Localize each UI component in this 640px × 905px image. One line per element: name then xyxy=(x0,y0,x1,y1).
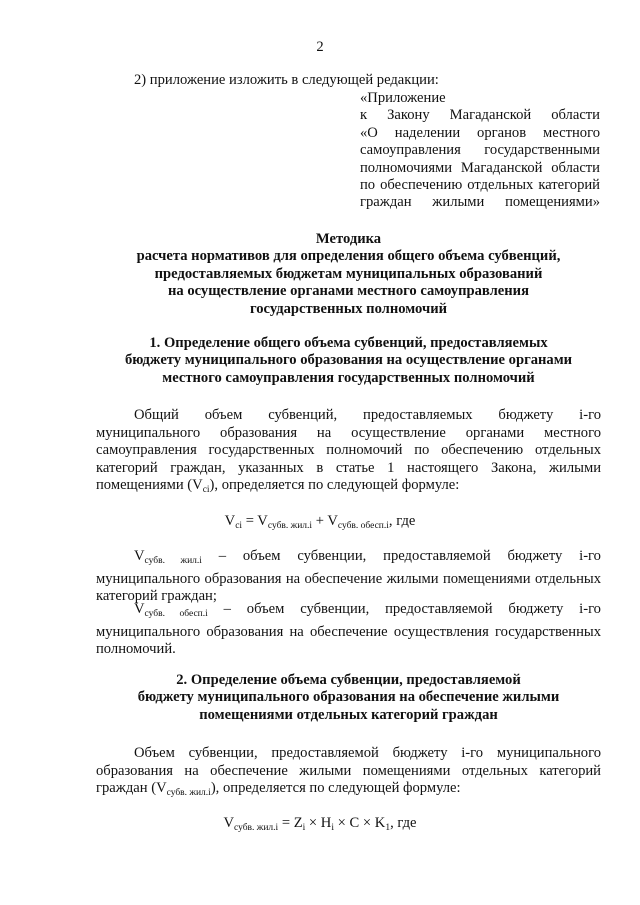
heading-line: местного самоуправления государственных полномочий xyxy=(162,369,535,386)
heading-line: 2. Определение объема субвенции, предоставляемой xyxy=(176,672,521,688)
section1-heading xyxy=(96,335,601,387)
heading-line: 1. Определение общего объема субвенций, предоставляемых xyxy=(149,335,548,351)
section2-paragraph xyxy=(96,745,601,803)
title-line: на осуществление органами местного самоуправления xyxy=(168,283,529,300)
heading-line: бюджету муниципального образования на обеспечение жилыми xyxy=(137,689,560,706)
definition-1 xyxy=(96,548,601,606)
paragraph-line xyxy=(96,780,601,803)
formula-text: , где xyxy=(390,815,417,831)
paragraph-line xyxy=(96,601,601,624)
paragraph-line: категорий граждан, указанных в статье 1 настоящего Закона, жилыми xyxy=(96,459,601,476)
subscript: i xyxy=(302,823,306,833)
paragraph-line: муниципального образования на осуществление органами местного xyxy=(96,424,601,441)
heading-line: помещениями отдельных категорий граждан xyxy=(199,706,498,723)
paragraph-line xyxy=(96,548,601,571)
annex-line: полномочиями Магаданской области xyxy=(360,159,600,176)
annex-block xyxy=(360,90,600,212)
heading-line: бюджету муниципального образования на осуществление органами xyxy=(124,352,573,369)
formula-housing xyxy=(0,815,640,838)
paragraph-line: Общий объем субвенций, предоставляемых бюджету i-го xyxy=(134,407,601,423)
formula-text: = V xyxy=(242,513,268,529)
text-run: ), определяется по следующей формуле: xyxy=(210,780,461,796)
title-line: Методика xyxy=(315,231,382,247)
paragraph-line: самоуправления государственных полномочий по обеспечению отдельных xyxy=(96,442,601,458)
formula-text: × C × K xyxy=(334,815,386,831)
subscript: ci xyxy=(202,485,210,495)
paragraph-line: Объем субвенции, предоставляемой бюджету i-го муниципального xyxy=(134,745,601,761)
section2-heading xyxy=(96,672,601,724)
formula-text: V xyxy=(134,548,145,564)
annex-line: граждан жилыми помещениями» xyxy=(360,194,600,211)
annex-line: «Приложение xyxy=(360,90,446,106)
subscript: 1 xyxy=(385,823,391,833)
text-run: – объем субвенции, предоставляемой бюджету i-го xyxy=(201,548,601,564)
formula-text: V xyxy=(134,601,145,617)
formula-text: × H xyxy=(305,815,332,831)
subscript: субв. жил.i xyxy=(144,556,202,566)
title-line: предоставляемых бюджетам муниципальных образований xyxy=(154,265,543,282)
title-line: расчета нормативов для определения общего объема субвенций, xyxy=(136,248,561,265)
text-run: – объем субвенции, предоставляемой бюджету i-го xyxy=(207,601,601,617)
paragraph-line xyxy=(96,477,601,500)
paragraph-line: муниципального образования на обеспечение жилыми помещениями отдельных xyxy=(96,570,601,587)
subscript: субв. жил.i xyxy=(267,521,313,531)
text-run: помещениями (V xyxy=(96,477,203,493)
intro-line: 2) приложение изложить в следующей редакции: xyxy=(134,72,439,88)
paragraph-line: образования на обеспечение жилыми помещениями отдельных категорий xyxy=(96,762,601,779)
subscript: субв. жил.i xyxy=(233,823,279,833)
formula-text: , где xyxy=(388,513,416,529)
annex-line: к Закону Магаданской области xyxy=(360,107,600,124)
section1-paragraph xyxy=(96,407,601,500)
text-run: граждан (V xyxy=(96,780,167,796)
subscript: i xyxy=(331,823,334,833)
subscript: субв. обесп.i xyxy=(337,521,389,531)
annex-line: по обеспечению отдельных категорий xyxy=(360,177,600,194)
paragraph-line: категорий граждан; xyxy=(96,588,217,604)
formula-text: V xyxy=(224,513,236,529)
paragraph-line: полномочий. xyxy=(96,641,176,657)
formula-text: + V xyxy=(312,513,338,529)
title-line: государственных полномочий xyxy=(249,300,448,317)
document-title xyxy=(96,231,601,318)
text-run: ), определяется по следующей формуле: xyxy=(209,477,460,493)
definition-2 xyxy=(96,601,601,659)
formula-total xyxy=(0,513,640,536)
subscript: субв. жил.i xyxy=(166,788,211,798)
formula-text: V xyxy=(223,815,234,831)
subscript: субв. обесп.i xyxy=(144,609,208,619)
subscript: ci xyxy=(235,521,243,531)
page-number: 2 xyxy=(316,39,324,55)
paragraph-line: муниципального образования на обеспечение осуществления государственных xyxy=(96,623,601,640)
annex-line: самоуправления государственными xyxy=(360,142,600,159)
annex-line: «О наделении органов местного xyxy=(360,124,600,141)
formula-text: = Z xyxy=(278,815,303,831)
